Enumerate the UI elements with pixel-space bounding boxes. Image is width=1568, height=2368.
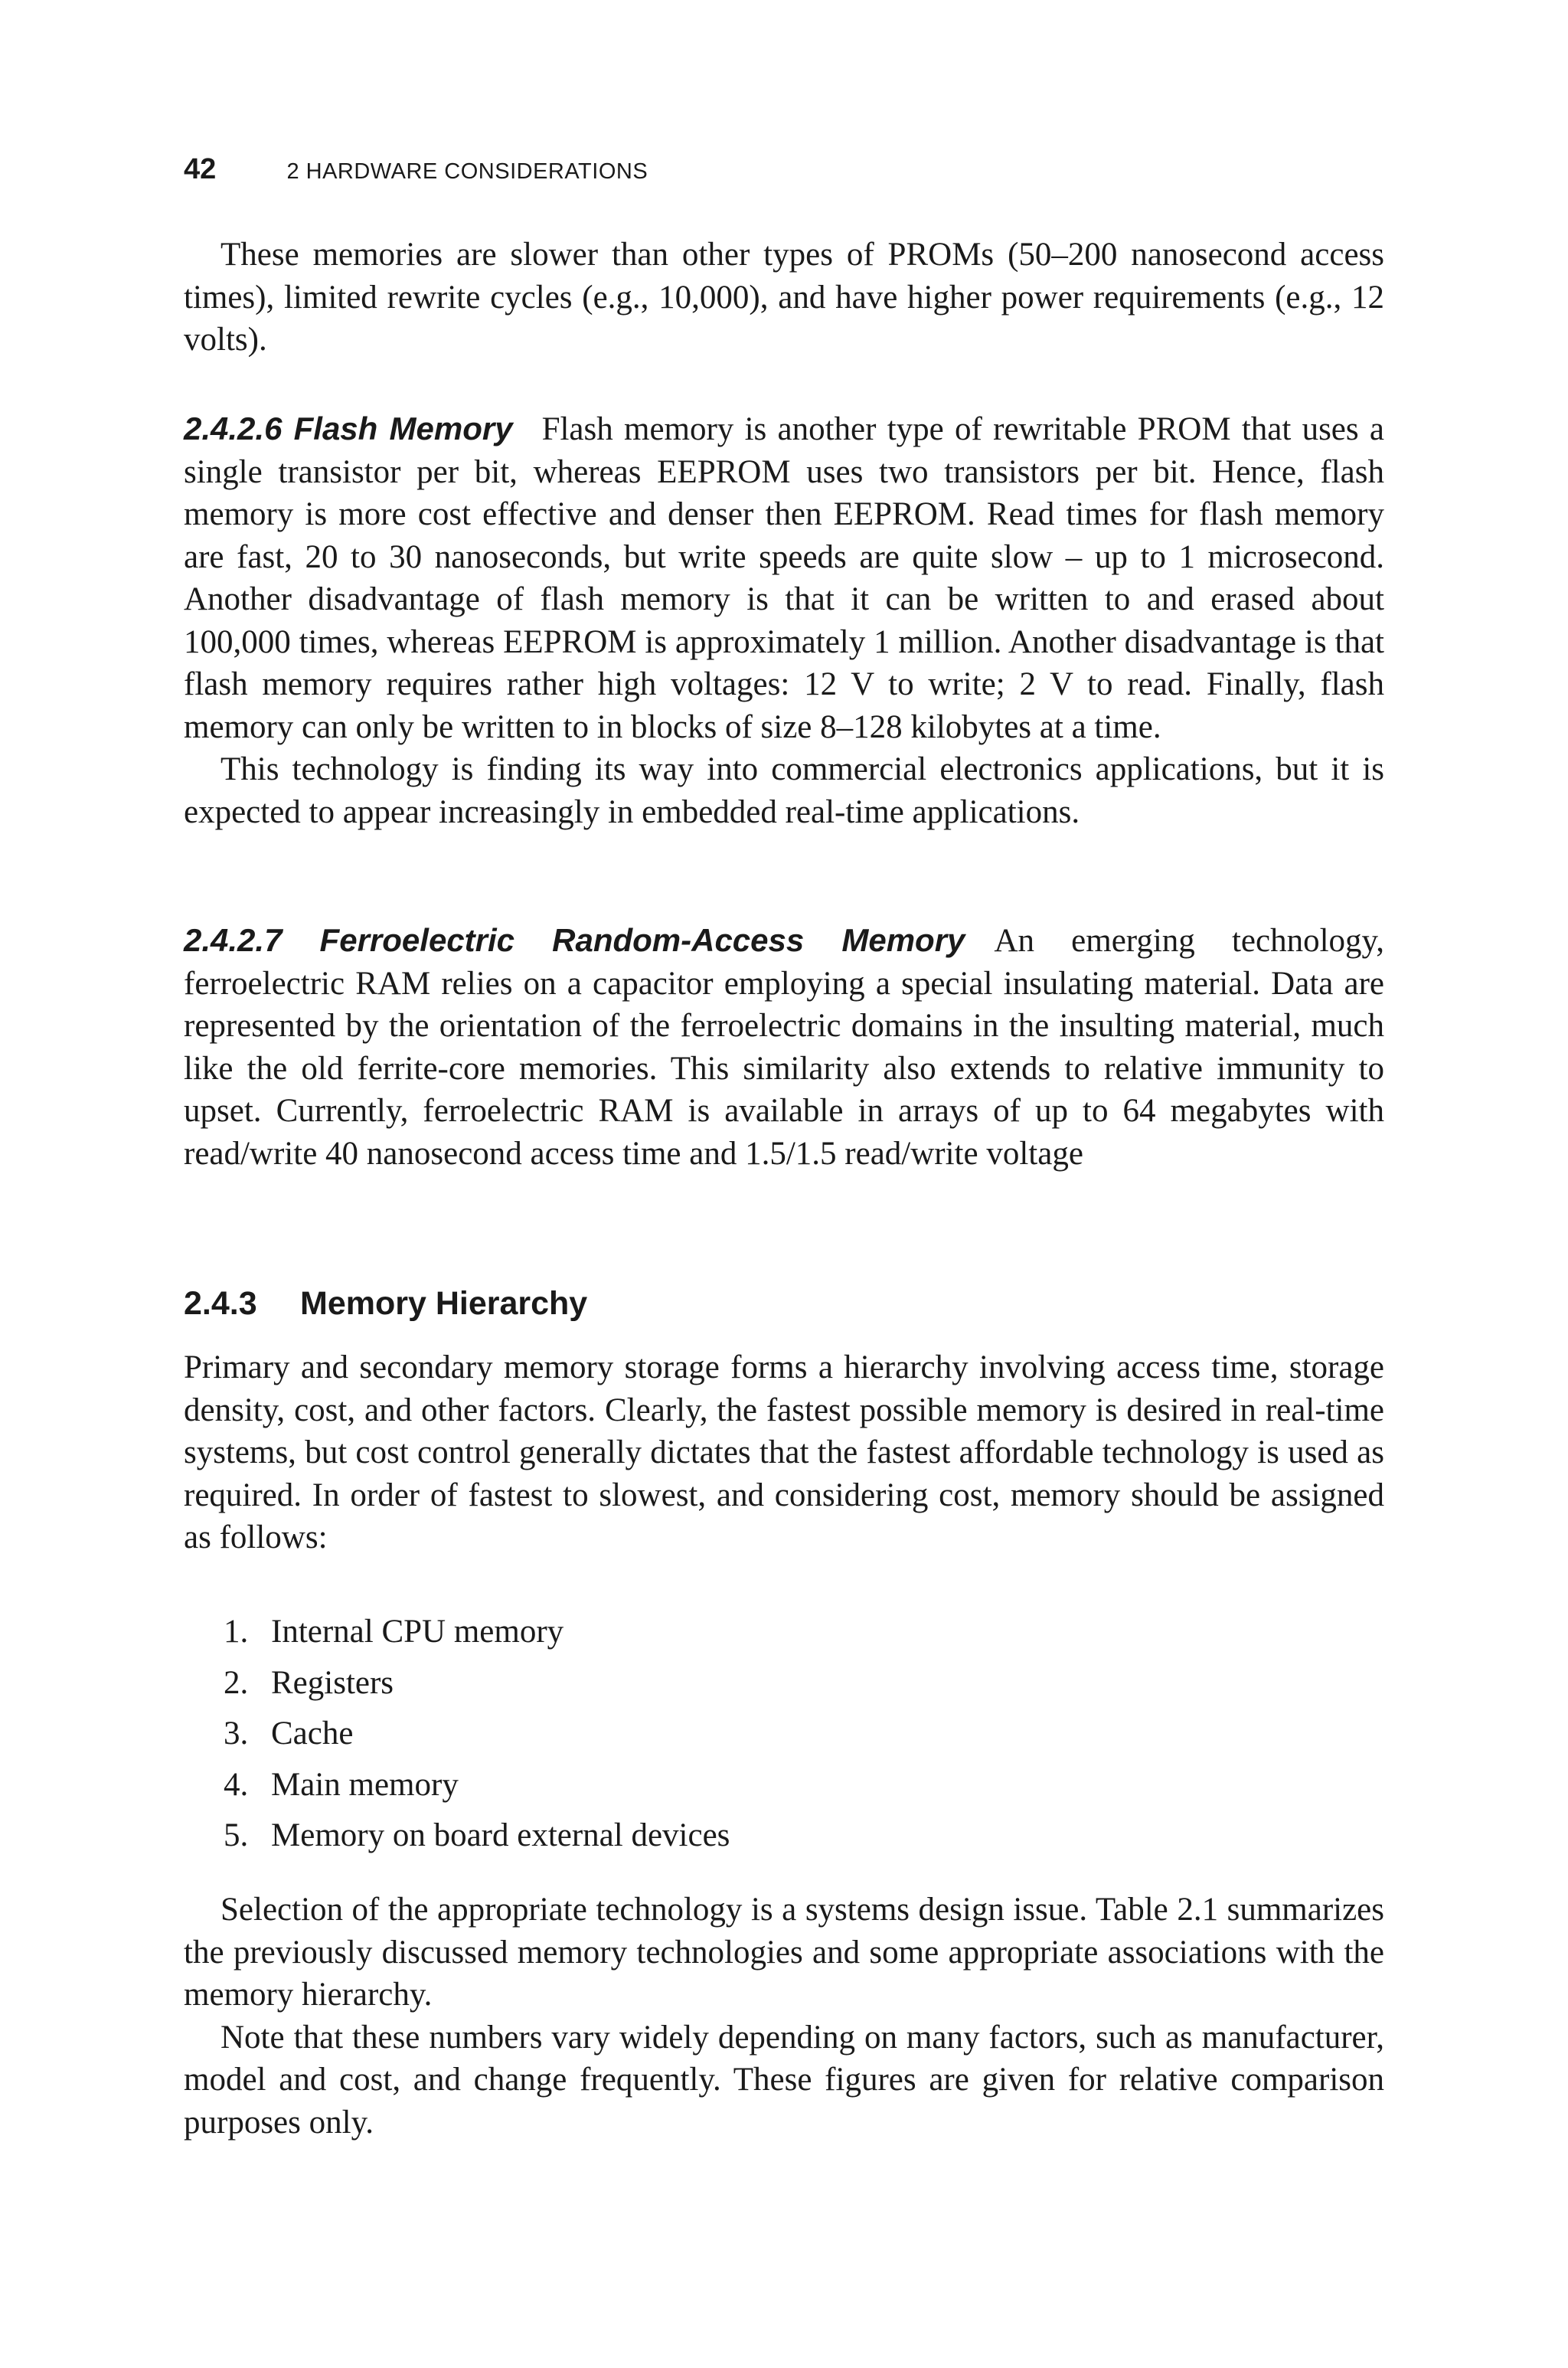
flash-paragraph-1 — [184, 407, 1384, 748]
flash-heading: 2.4.2.6 Flash Memory — [184, 410, 513, 446]
closing-paragraph-2: Note that these numbers vary widely depending on many factors, such as manufacturer, model and cost, and change frequently. These figures are given for relative comparison purposes only. — [184, 2019, 1384, 2141]
flash-paragraph-1-text: Flash memory is another type of rewritable PROM that uses a single transistor per bit, whereas EEPROM uses two transistors per bit. Hence, flash memory is more cost effective and denser then EEPROM. Read times for flash memory are fast, 20 to 30 nanoseconds, but write speeds are quite slow – up to 1 microsecond. Another disadvantage of flash memory is that it can be written to and erased about 100,000 times, whereas EEPROM is approximately 1 million. Another disadvantage is that flash memory requires rather high voltages: 12 V to write; 2 V to read. Finally, flash memory can only be written to in blocks of size 8–128 kilobytes at a time. — [184, 411, 1384, 745]
list-item-number: 4. — [224, 1766, 249, 1803]
list-item — [224, 1760, 730, 1811]
section-heading-memory-hierarchy — [184, 1285, 587, 1323]
fram-section — [184, 919, 1384, 1175]
list-item-text: Cache — [271, 1715, 354, 1751]
page-number: 42 — [184, 153, 217, 185]
intro-paragraph: These memories are slower than other types of PROMs (50–200 nanosecond access times), limited rewrite cycles (e.g., 10,000), and have higher power requirements (e.g., 12 volts). — [184, 237, 1384, 358]
list-item-number: 1. — [224, 1614, 249, 1650]
list-item — [224, 1658, 730, 1709]
fram-paragraph — [184, 919, 1384, 1175]
list-item — [224, 1810, 730, 1862]
list-item-text: Memory on board external devices — [271, 1817, 730, 1853]
page-header — [184, 153, 648, 186]
running-title: 2 HARDWARE CONSIDERATIONS — [286, 159, 648, 184]
fram-paragraph-text: An emerging technology, ferroelectric RAM relies on a capacitor employing a special insulating material. Data are represented by the orientation of the ferroelectric domains in the insulting material, much like the old ferrite-core memories. This similarity also extends to relative immunity to upset. Currently, ferroelectric RAM is available in arrays of up to 64 megabytes with read/write 40 nanosecond access time and 1.5/1.5 read/write voltage — [184, 923, 1384, 1172]
list-item-number: 2. — [224, 1664, 249, 1701]
memory-order-list — [224, 1607, 730, 1862]
list-item-number: 5. — [224, 1817, 249, 1853]
list-item — [224, 1607, 730, 1658]
section-number: 2.4.3 — [184, 1285, 257, 1322]
closing-paragraph-1: Selection of the appropriate technology is a systems design issue. Table 2.1 summarizes the previously discussed memory technologies and some appropriate associations with the memory hierarchy. — [184, 1892, 1384, 2013]
list-item-number: 3. — [224, 1715, 249, 1751]
closing-block — [184, 1889, 1384, 2144]
list-item — [224, 1709, 730, 1760]
list-item-text: Registers — [271, 1664, 394, 1701]
list-item-text: Internal CPU memory — [271, 1614, 564, 1650]
intro-block — [184, 234, 1384, 361]
list-item-text: Main memory — [271, 1766, 459, 1803]
fram-heading: 2.4.2.7 Ferroelectric Random-Access Memory — [184, 922, 965, 958]
hierarchy-paragraph: Primary and secondary memory storage forms a hierarchy involving access time, storage density, cost, and other factors. Clearly, the fastest possible memory is desired in real-time systems, but cost control generally dictates that the fastest affordable technology is used as required. In order of fastest to slowest, and considering cost, memory should be assigned as follows: — [184, 1349, 1384, 1555]
hierarchy-intro — [184, 1346, 1384, 1559]
section-title: Memory Hierarchy — [300, 1285, 588, 1322]
flash-paragraph-2: This technology is finding its way into commercial electronics applications, but it is expected to appear increasingly in embedded real-time applications. — [184, 751, 1384, 830]
flash-memory-section — [184, 407, 1384, 833]
